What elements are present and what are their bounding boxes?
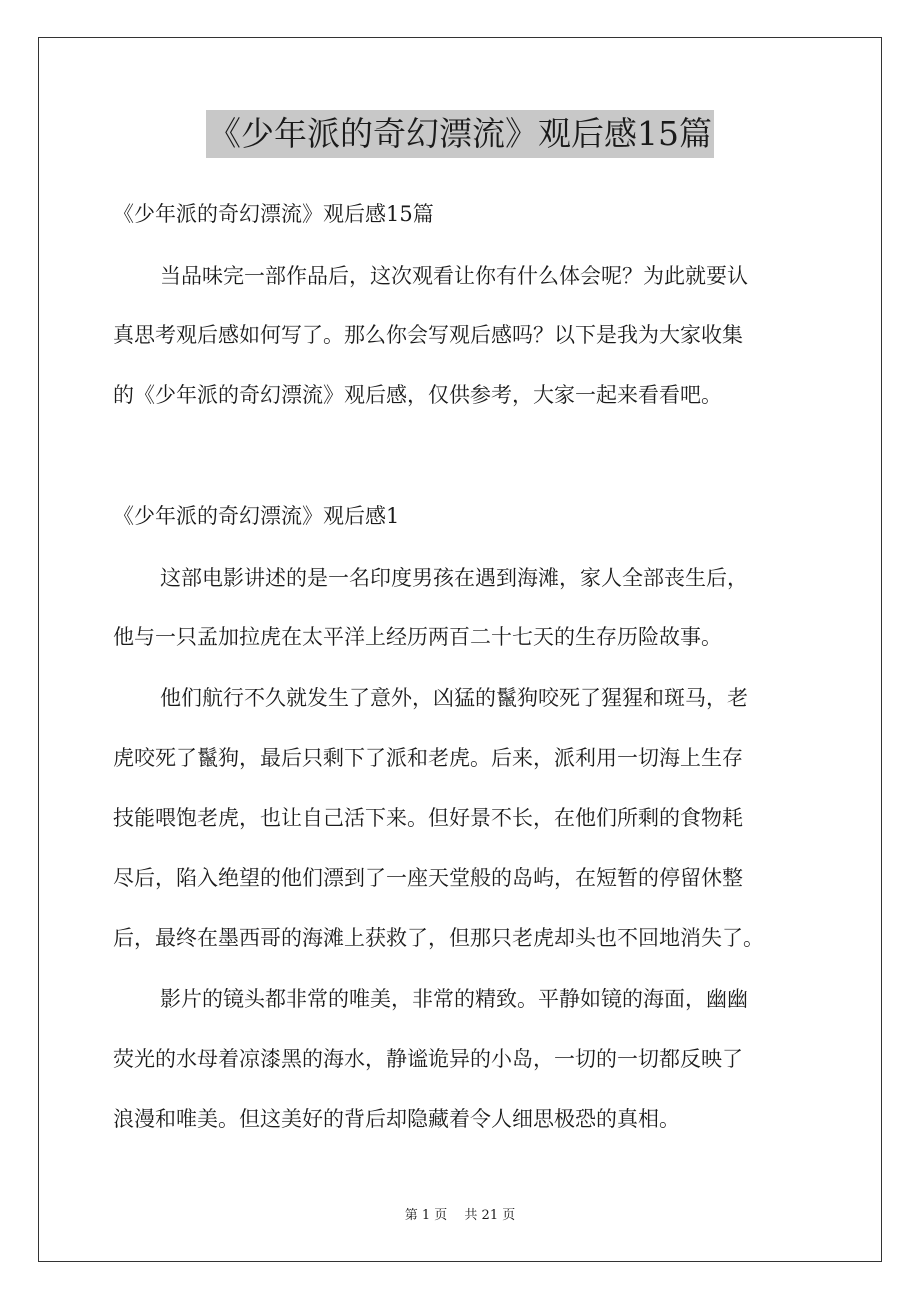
paragraph-3-line-1: 影片的镜头都非常的唯美，非常的精致。平静如镜的海面，幽幽 <box>160 987 748 1011</box>
paragraph-2-line-2: 虎咬死了鬣狗，最后只剩下了派和老虎。后来，派利用一切海上生存 <box>113 746 743 770</box>
paragraph-3-line-3: 浪漫和唯美。但这美好的背后却隐藏着令人细思极恐的真相。 <box>113 1107 680 1131</box>
section-heading: 《少年派的奇幻漂流》观后感1 <box>113 504 400 528</box>
paragraph-2-line-1: 他们航行不久就发生了意外，凶猛的鬣狗咬死了猩猩和斑马，老 <box>160 686 748 710</box>
page-number-footer: 第 1 页 共 21 页 <box>404 1208 516 1223</box>
paragraph-1-line-1: 这部电影讲述的是一名印度男孩在遇到海滩，家人全部丧生后， <box>160 566 748 590</box>
document-title-text: 《少年派的奇幻漂流》观后感15篇 <box>206 110 714 158</box>
paragraph-2-line-5: 后，最终在墨西哥的海滩上获救了，但那只老虎却头也不回地消失了。 <box>113 926 764 950</box>
intro-line-2: 真思考观后感如何写了。那么你会写观后感吗？以下是我为大家收集 <box>113 323 743 347</box>
intro-line-1: 当品味完一部作品后，这次观看让你有什么体会呢？为此就要认 <box>160 264 748 288</box>
document-subtitle: 《少年派的奇幻漂流》观后感15篇 <box>113 202 434 226</box>
document-title <box>0 110 920 158</box>
intro-line-3: 的《少年派的奇幻漂流》观后感，仅供参考，大家一起来看看吧。 <box>113 383 722 407</box>
paragraph-3-line-2: 荧光的水母着凉漆黑的海水，静谧诡异的小岛，一切的一切都反映了 <box>113 1047 743 1071</box>
paragraph-2-line-4: 尽后，陷入绝望的他们漂到了一座天堂般的岛屿，在短暂的停留休整 <box>113 866 743 890</box>
paragraph-2-line-3: 技能喂饱老虎，也让自己活下来。但好景不长，在他们所剩的食物耗 <box>113 806 743 830</box>
paragraph-1-line-2: 他与一只孟加拉虎在太平洋上经历两百二十七天的生存历险故事。 <box>113 625 722 649</box>
